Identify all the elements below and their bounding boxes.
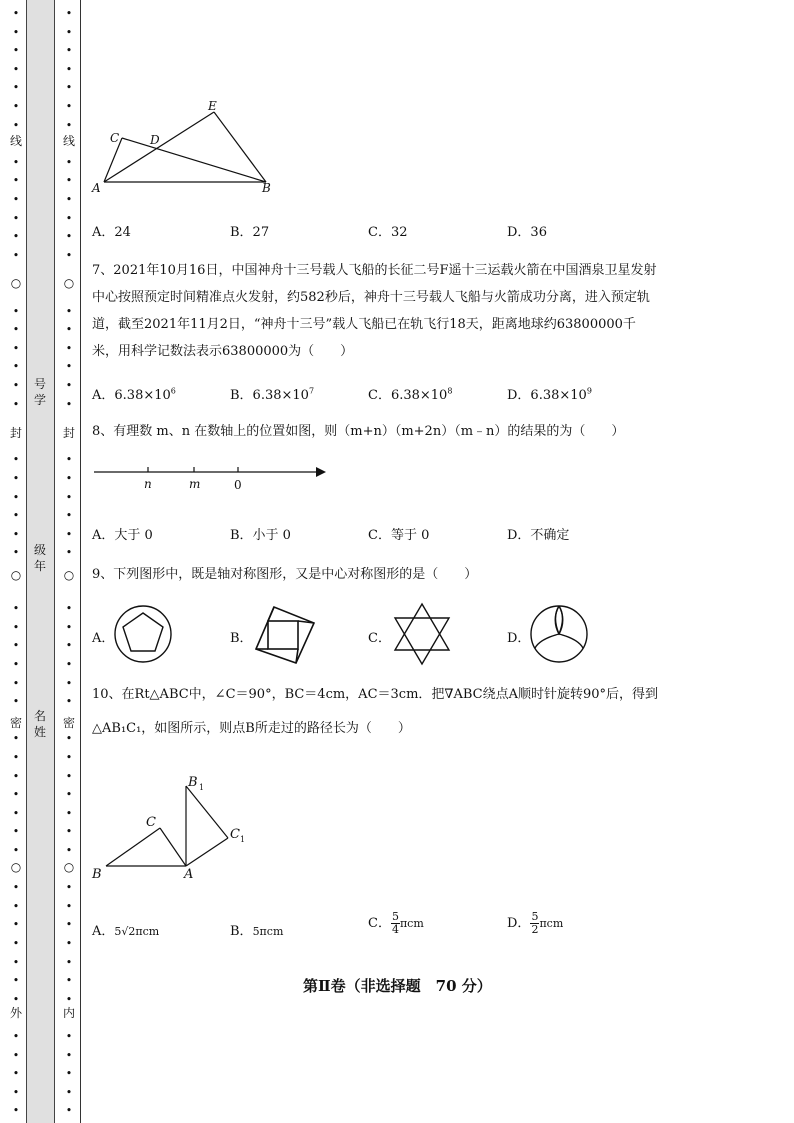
outer-seal-circle: ○ bbox=[10, 860, 22, 874]
inner-seal-circle: ○ bbox=[63, 860, 75, 874]
binding-dot: • bbox=[12, 81, 20, 94]
q6-option-d: D．36 bbox=[507, 225, 547, 240]
binding-dot: • bbox=[12, 156, 20, 169]
q9-option-d-letter: D． bbox=[507, 631, 531, 646]
section-2-title: 第Ⅱ卷（非选择题 70 分） bbox=[303, 977, 492, 995]
outer-seal-line: 线 bbox=[9, 134, 22, 148]
outer-seal-circle: ○ bbox=[10, 568, 22, 582]
inner-seal-line: 线 bbox=[62, 134, 75, 148]
binding-dot: • bbox=[12, 900, 20, 913]
binding-dot: • bbox=[12, 323, 20, 336]
binding-dot: • bbox=[12, 993, 20, 1006]
binding-dot: • bbox=[65, 844, 73, 857]
q9-option-a-pentagon-in-circle bbox=[112, 603, 174, 665]
inner-seal-secret: 密 bbox=[62, 716, 75, 730]
binding-dot: • bbox=[12, 639, 20, 652]
inner-seal-circle: ○ bbox=[63, 568, 75, 582]
binding-dot: • bbox=[65, 230, 73, 243]
q10-label-c: C bbox=[146, 815, 156, 830]
q9-option-d-three-arcs bbox=[528, 603, 590, 665]
q10-option-d: D． $\frac{5}{2}$ πcm bbox=[507, 910, 564, 936]
binding-dot: • bbox=[65, 1067, 73, 1080]
q7-line-3: 道，截至2021年11月2日，“神舟十三号”载人飞船已在轨飞行18天，距离地球约63800000千 bbox=[92, 317, 636, 332]
binding-dot: • bbox=[65, 509, 73, 522]
binding-dot: • bbox=[65, 491, 73, 504]
binding-dot: • bbox=[12, 658, 20, 671]
q10-label-b1-sub: 1 bbox=[199, 783, 205, 792]
binding-dot: • bbox=[12, 788, 20, 801]
binding-dot: • bbox=[65, 323, 73, 336]
binding-dot: • bbox=[65, 119, 73, 132]
binding-dot: • bbox=[65, 360, 73, 373]
q8-label-zero: 0 bbox=[234, 478, 242, 492]
outer-seal-secret: 密 bbox=[9, 716, 22, 730]
q7-option-a: A．$6.38\times 10^6$ bbox=[92, 386, 176, 403]
binding-dot: • bbox=[12, 918, 20, 931]
binding-dot: • bbox=[12, 844, 20, 857]
q7-line-1: 7、2021年10月16日，中国神舟十三号载人飞船的长征二号F遥十三运载火箭在中国酒泉卫星发射 bbox=[92, 263, 657, 278]
binding-dot: • bbox=[65, 453, 73, 466]
binding-dot: • bbox=[12, 528, 20, 541]
q9-option-c-hexagram bbox=[390, 601, 454, 667]
binding-dot: • bbox=[12, 1049, 20, 1062]
binding-dot: • bbox=[12, 212, 20, 225]
binding-dot: • bbox=[65, 44, 73, 57]
q9-question-text: 9、下列图形中，既是轴对称图形，又是中心对称图形的是（ ） bbox=[92, 567, 478, 582]
binding-dot: • bbox=[12, 1086, 20, 1099]
binding-dot: • bbox=[12, 398, 20, 411]
q7-option-d: D．$6.38\times 10^9$ bbox=[507, 386, 592, 403]
class-label: 级年 bbox=[33, 543, 46, 573]
q6-label-b: B bbox=[262, 181, 271, 195]
binding-dot: • bbox=[65, 342, 73, 355]
binding-dot: • bbox=[12, 63, 20, 76]
binding-dot: • bbox=[12, 26, 20, 39]
q6-option-c: C．32 bbox=[368, 225, 408, 240]
q7-line-4: 米，用科学记数法表示63800000为（ ） bbox=[92, 344, 354, 359]
binding-dot: • bbox=[65, 212, 73, 225]
binding-dot: • bbox=[12, 1030, 20, 1043]
binding-dot: • bbox=[65, 7, 73, 20]
binding-dot: • bbox=[65, 695, 73, 708]
q8-option-a: A．大于 0 bbox=[92, 528, 153, 543]
binding-dot: • bbox=[12, 342, 20, 355]
binding-dot: • bbox=[12, 546, 20, 559]
binding-dot: • bbox=[65, 528, 73, 541]
inner-seal-circle: ○ bbox=[63, 276, 75, 290]
q10-option-d-fraction: $\frac{5}{2}$ bbox=[531, 910, 539, 936]
q8-number-line bbox=[90, 460, 330, 494]
binding-dot: • bbox=[65, 658, 73, 671]
q10-rotation-figure bbox=[88, 768, 258, 884]
binding-dot: • bbox=[12, 807, 20, 820]
binding-dot: • bbox=[12, 881, 20, 894]
binding-dot: • bbox=[12, 305, 20, 318]
q8-label-n: n bbox=[144, 477, 152, 491]
q9-option-b-letter: B． bbox=[230, 631, 253, 646]
q10-line-1: 10、在Rt△ABC中，∠C＝90°，BC＝4cm，AC＝3cm．把∇ABC绕点A顺时针旋转90°后，得到 bbox=[92, 687, 659, 702]
q6-label-e: E bbox=[208, 99, 217, 113]
binding-dot: • bbox=[65, 825, 73, 838]
arrow-right-icon bbox=[316, 467, 326, 477]
binding-dot: • bbox=[12, 119, 20, 132]
q9-option-c-letter: C． bbox=[368, 631, 391, 646]
binding-dot: • bbox=[12, 1067, 20, 1080]
binding-dot: • bbox=[65, 398, 73, 411]
q7-option-b: B．$6.38\times 10^7$ bbox=[230, 386, 315, 403]
binding-dot: • bbox=[65, 732, 73, 745]
binding-dot: • bbox=[12, 1104, 20, 1117]
q6-label-c: C bbox=[110, 131, 120, 145]
q7-line-2: 中心按照预定时间精准点火发射，约582秒后，神舟十三号载人飞船与火箭成功分离，进入预定轨 bbox=[92, 290, 650, 305]
binding-dot: • bbox=[12, 825, 20, 838]
binding-dot: • bbox=[12, 956, 20, 969]
binding-dot: • bbox=[65, 677, 73, 690]
binding-dot: • bbox=[12, 751, 20, 764]
binding-dot: • bbox=[65, 974, 73, 987]
binding-dot: • bbox=[12, 249, 20, 262]
q9-option-b-squares bbox=[250, 603, 324, 665]
binding-dot: • bbox=[12, 379, 20, 392]
binding-dot: • bbox=[12, 621, 20, 634]
q10-label-b1: B bbox=[188, 775, 198, 790]
binding-dot: • bbox=[12, 677, 20, 690]
binding-dot: • bbox=[12, 174, 20, 187]
inner-seal-seal: 封 bbox=[62, 426, 75, 440]
q7-option-c: C．$6.38\times 10^8$ bbox=[368, 386, 453, 403]
q10-label-c1-sub: 1 bbox=[240, 835, 246, 844]
binding-dot: • bbox=[65, 807, 73, 820]
binding-dot: • bbox=[65, 900, 73, 913]
q6-label-d: D bbox=[150, 133, 160, 147]
binding-dot: • bbox=[65, 26, 73, 39]
binding-dot: • bbox=[65, 100, 73, 113]
q10-option-c-fraction: $\frac{5}{4}$ bbox=[391, 910, 399, 936]
binding-dot: • bbox=[65, 621, 73, 634]
outer-seal-outer: 外 bbox=[9, 1006, 22, 1020]
binding-dot: • bbox=[12, 100, 20, 113]
binding-dot: • bbox=[65, 156, 73, 169]
binding-dot: • bbox=[65, 1104, 73, 1117]
binding-dot: • bbox=[65, 174, 73, 187]
binding-dot: • bbox=[12, 7, 20, 20]
outer-seal-circle: ○ bbox=[10, 276, 22, 290]
q10-option-a: A．5√2πcm bbox=[92, 924, 160, 939]
q10-label-b: B bbox=[92, 867, 102, 882]
q10-option-c: C． $\frac{5}{4}$ πcm bbox=[368, 910, 424, 936]
binding-dot: • bbox=[12, 491, 20, 504]
binding-dot: • bbox=[12, 453, 20, 466]
q10-label-c1: C bbox=[230, 827, 240, 842]
binding-dot: • bbox=[65, 379, 73, 392]
q8-option-c: C．等于 0 bbox=[368, 528, 430, 543]
binding-dot: • bbox=[12, 974, 20, 987]
binding-dot: • bbox=[65, 993, 73, 1006]
q8-option-b: B．小于 0 bbox=[230, 528, 291, 543]
binding-dot: • bbox=[12, 695, 20, 708]
name-label: 名姓 bbox=[33, 709, 46, 739]
binding-dot: • bbox=[12, 472, 20, 485]
outer-seal-seal: 封 bbox=[9, 426, 22, 440]
q6-option-b: B．27 bbox=[230, 225, 270, 240]
binding-dot: • bbox=[65, 63, 73, 76]
q10-option-b: B．5πcm bbox=[230, 924, 284, 939]
binding-dot: • bbox=[65, 881, 73, 894]
q9-option-a-letter: A． bbox=[92, 631, 115, 646]
q10-label-a: A bbox=[184, 867, 194, 882]
binding-dot: • bbox=[65, 1049, 73, 1062]
binding-dot: • bbox=[12, 44, 20, 57]
binding-dot: • bbox=[65, 956, 73, 969]
q10-line-2: △AB₁C₁，如图所示，则点B所走过的路径长为（ ） bbox=[92, 721, 411, 736]
binding-dot: • bbox=[12, 732, 20, 745]
binding-dot: • bbox=[12, 602, 20, 615]
binding-dot: • bbox=[65, 788, 73, 801]
binding-dot: • bbox=[65, 937, 73, 950]
inner-seal-inner: 内 bbox=[62, 1006, 75, 1020]
binding-dot: • bbox=[12, 360, 20, 373]
binding-dot: • bbox=[12, 509, 20, 522]
binding-dot: • bbox=[12, 770, 20, 783]
q6-label-a: A bbox=[92, 181, 101, 195]
binding-dot: • bbox=[65, 81, 73, 94]
binding-dot: • bbox=[65, 193, 73, 206]
binding-dot: • bbox=[65, 305, 73, 318]
binding-dot: • bbox=[12, 937, 20, 950]
binding-dot: • bbox=[65, 639, 73, 652]
q8-option-d: D．不确定 bbox=[507, 528, 570, 543]
binding-dot: • bbox=[12, 230, 20, 243]
binding-dot: • bbox=[12, 193, 20, 206]
q6-triangle-figure bbox=[88, 96, 288, 200]
binding-dot: • bbox=[65, 1030, 73, 1043]
binding-dot: • bbox=[65, 918, 73, 931]
binding-dot: • bbox=[65, 249, 73, 262]
binding-dot: • bbox=[65, 546, 73, 559]
q6-option-a: A．24 bbox=[92, 225, 131, 240]
binding-dot: • bbox=[65, 1086, 73, 1099]
binding-dot: • bbox=[65, 472, 73, 485]
binding-dot: • bbox=[65, 751, 73, 764]
binding-dot: • bbox=[65, 770, 73, 783]
q8-label-m: m bbox=[189, 477, 201, 491]
q8-question-text: 8、有理数 m、n 在数轴上的位置如图，则（m+n）（m+2n）（m﹣n）的结果的为（ ） bbox=[92, 424, 625, 439]
student-number-label: 号学 bbox=[33, 377, 46, 407]
binding-cut-line bbox=[80, 0, 81, 1123]
binding-dot: • bbox=[65, 602, 73, 615]
